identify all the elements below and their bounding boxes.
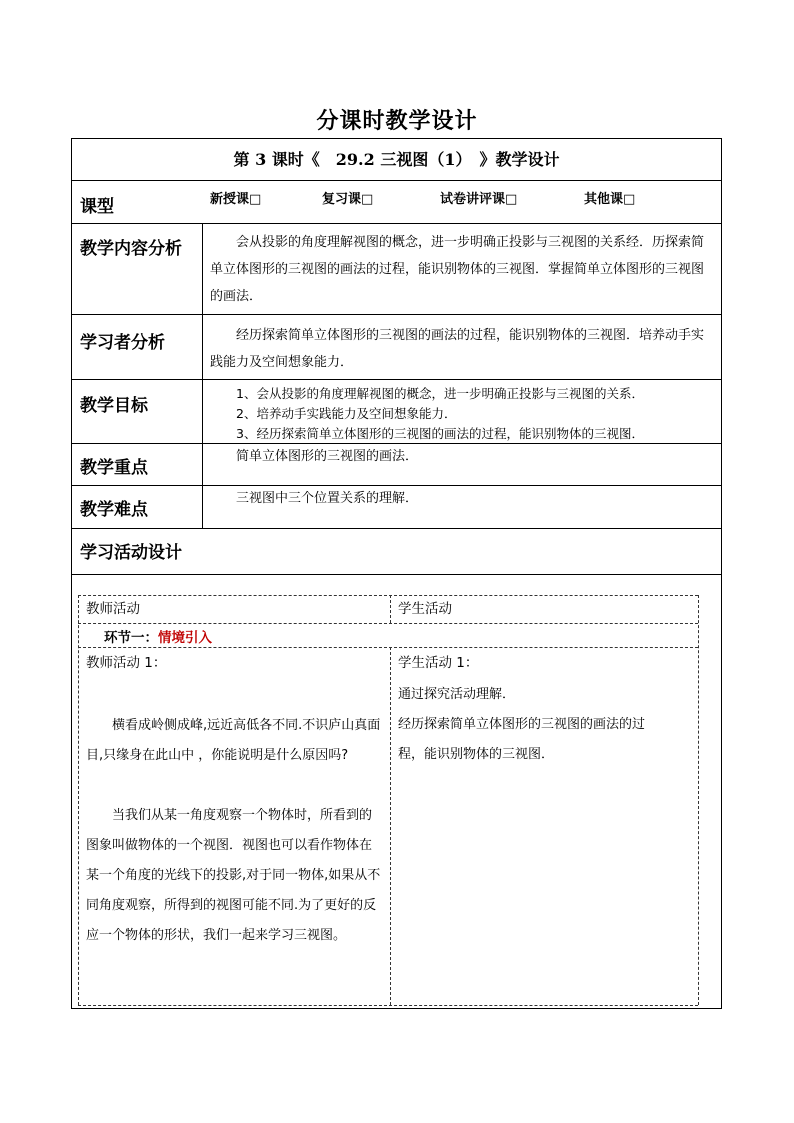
course-type-exam-review[interactable]: 试卷讲评课□ [440, 192, 518, 207]
dashed-border-right [698, 595, 699, 1005]
dashed-divider [78, 647, 698, 648]
column-divider [202, 223, 203, 528]
learner-analysis-label: 学习者分析 [80, 333, 165, 353]
course-type-review[interactable]: 复习课□ [322, 192, 374, 207]
stage-name: 情境引入 [158, 630, 212, 646]
lesson-title: 第 3 课时《 29.2 三视图（1） 》教学设计 [233, 150, 560, 169]
row-divider [72, 379, 721, 380]
row-divider [72, 485, 721, 486]
learner-analysis-text: 经历探索简单立体图形的三视图的画法的过程，能识别物体的三视图．培养动手实践能力及空间想象能力． [210, 328, 705, 370]
row-divider [72, 223, 721, 224]
stage-heading [104, 626, 212, 646]
document-title: 分课时教学设计 [316, 108, 478, 134]
difficulties-label: 教学难点 [80, 500, 148, 520]
goal-item-1: 1、会从投影的角度理解视图的概念，进一步明确正投影与三视图的关系． [236, 386, 644, 401]
goal-item-3: 3、经历探索简单立体图形的三视图的画法的过程，能识别物体的三视图． [236, 426, 644, 441]
row-divider [72, 574, 721, 575]
content-analysis-label: 教学内容分析 [80, 239, 182, 259]
activity-design-label: 学习活动设计 [80, 543, 182, 563]
course-type-label: 课型 [80, 197, 114, 217]
teacher-paragraph-1: 横看成岭侧成峰,远近高低各不同.不识庐山真面目,只缘身在此山中 ，你能说明是什么原因吗? [86, 718, 381, 763]
teacher-paragraph-2: 当我们从某一角度观察一个物体时，所看到的图象叫做物体的一个视图．视图也可以看作物体在某一个角度的光线下的投影,对于同一物体,如果从不同角度观察，所得到的视图可能不同.为了更好的反应一个物体的形状，我们一起来学习三视图。 [86, 808, 381, 943]
goals-label: 教学目标 [80, 396, 148, 416]
teacher-activity-header: 教师活动 [86, 601, 140, 617]
dashed-column-divider [390, 647, 391, 1005]
content-analysis-text: 会从投影的角度理解视图的概念，进一步明确正投影与三视图的关系经．历探索简单立体图形的三视图的画法的过程，能识别物体的三视图．掌握简单立体图形的三视图的画法． [210, 235, 705, 304]
key-points-text: 简单立体图形的三视图的画法． [236, 449, 419, 464]
row-divider [72, 180, 721, 181]
dashed-border-left [78, 595, 79, 1005]
student-activity-header: 学生活动 [398, 601, 452, 617]
lesson-plan-table [71, 138, 722, 1009]
key-points-label: 教学重点 [80, 458, 148, 478]
row-divider [72, 528, 721, 529]
dashed-border-bottom [78, 1005, 698, 1006]
student-line-1: 通过探究活动理解． [398, 687, 516, 702]
dashed-border-top [78, 595, 698, 596]
teacher-activity-title: 教师活动 1： [86, 655, 167, 671]
student-activity-title: 学生活动 1： [398, 655, 479, 671]
row-divider [72, 443, 721, 444]
difficulties-text: 三视图中三个位置关系的理解． [236, 491, 419, 506]
dashed-column-divider [390, 595, 391, 623]
goal-item-2: 2、培养动手实践能力及空间想象能力． [236, 406, 457, 421]
stage-prefix: 环节一： [104, 630, 158, 646]
student-line-2: 经历探索简单立体图形的三视图的画法的过程，能识别物体的三视图． [398, 717, 646, 762]
dashed-divider [78, 623, 698, 624]
course-type-new[interactable]: 新授课□ [210, 192, 262, 207]
row-divider [72, 314, 721, 315]
course-type-other[interactable]: 其他课□ [584, 192, 636, 207]
